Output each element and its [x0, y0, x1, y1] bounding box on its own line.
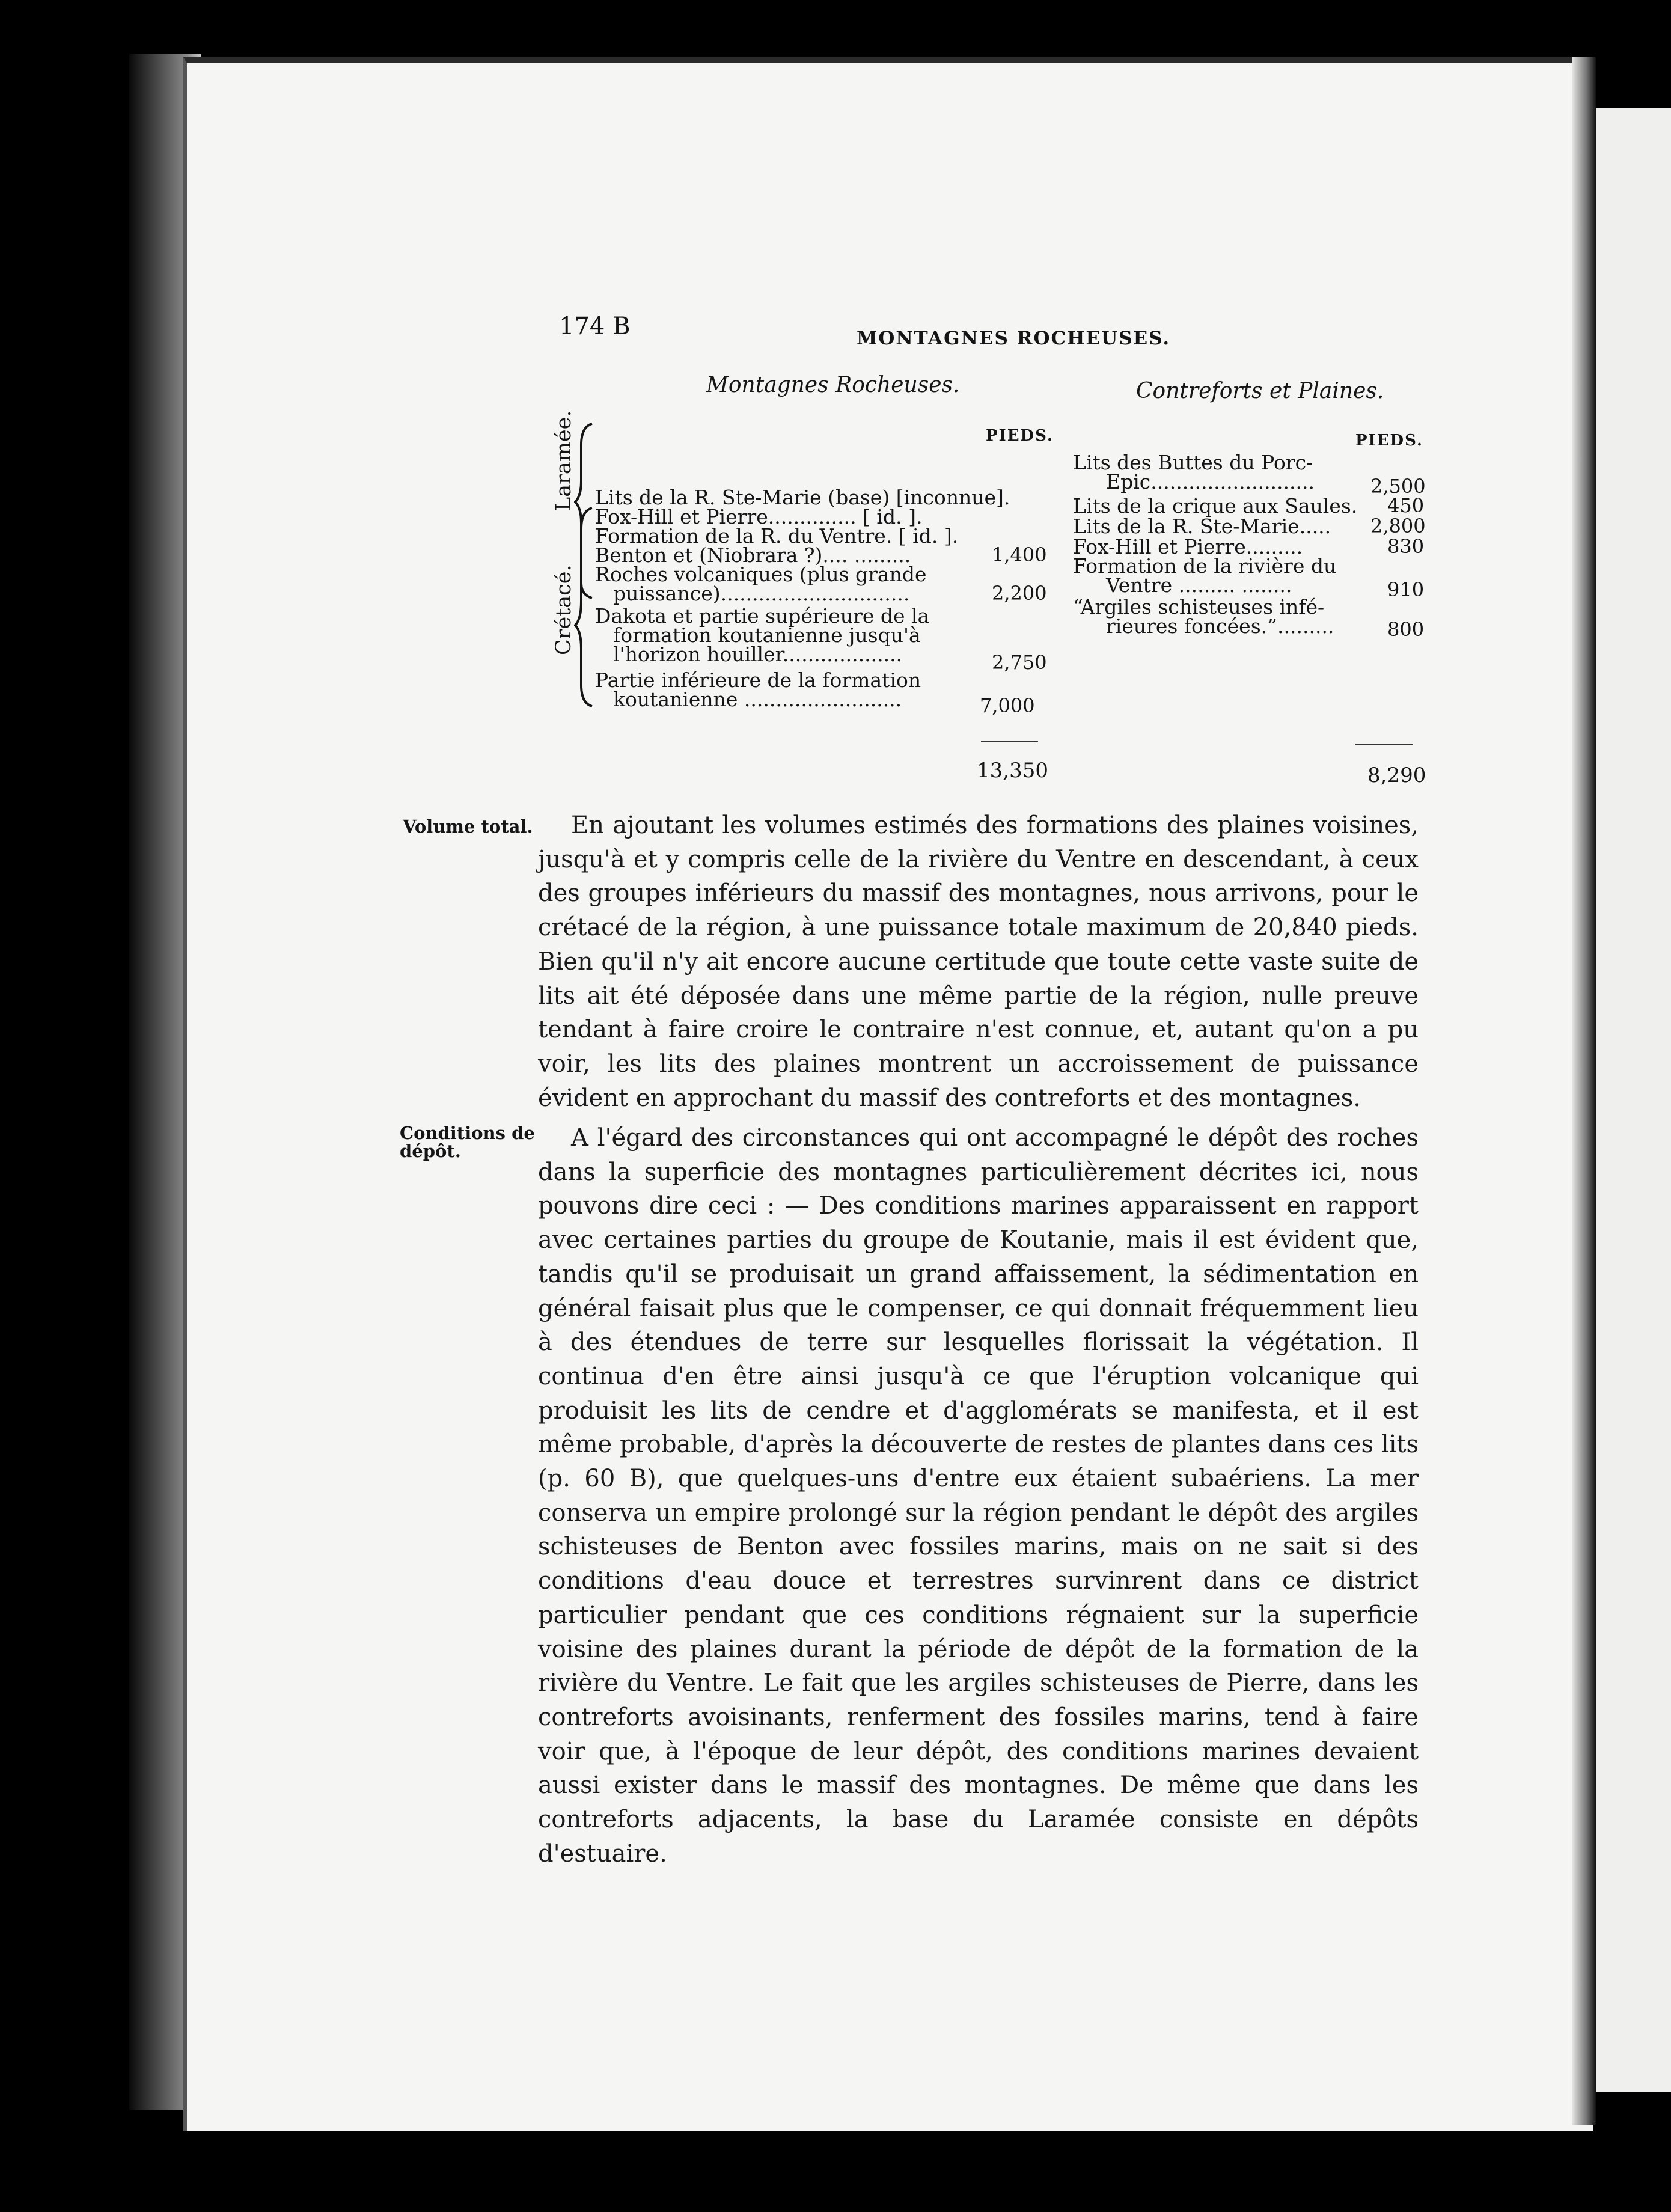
group-label-laramee: Laramée.: [552, 410, 576, 511]
paragraph-1-text: En ajoutant les volumes estimés des formations des plaines voisines, jusqu'à et y compris celle de la rivière du Ventre en descendant, à ceux des groupes inférieurs du massif des montagnes, nous arrivons, pour le crétacé de la région, à une puissance totale maximum de 20,840 pieds. Bien qu'il n'y ait encore aucune certitude que toute cette vaste suite de lits ait été déposée dans une même partie de la région, nulle preuve tendant à faire croire le contraire n'est connue, et, autant qu'on a pu voir, les lits des plaines montrent un accroissement de puissance évident en approchant du massif des contreforts et des montagnes.: [538, 811, 1419, 1112]
right-value-ste-marie: 2,800: [1370, 515, 1426, 537]
left-value-benton: 1,400: [992, 543, 1047, 566]
left-row-fox-hill: Fox-Hill et Pierre.............. [ id. ].: [595, 505, 923, 528]
right-row-ste-marie: Lits de la R. Ste-Marie.....: [1073, 515, 1331, 538]
left-row-puissance: puissance)..............................: [613, 582, 910, 605]
right-unit-label: PIEDS.: [1355, 432, 1423, 450]
right-column-heading: Contreforts et Plaines.: [1136, 379, 1384, 403]
left-row-volcaniques: Roches volcaniques (plus grande: [595, 563, 927, 586]
right-total: 8,290: [1367, 763, 1426, 787]
paragraph-conditions-depot: [538, 1121, 1419, 1871]
margin-note-volume-total: Volume total.: [403, 816, 533, 837]
paragraph-2-text: A l'égard des circonstances qui ont accompagné le dépôt des roches dans la superficie des montagnes particulièrement décrites ici, nous pouvons dire ceci : — Des conditions marines apparaissent en rapport avec certaines parties du groupe de Koutanie, mais il est évident que, tandis qu'il se produisait un grand affaissement, la sédimentation en général faisait plus que le compenser, ce qui donnait fréquemment lieu à des étendues de terre sur lesquelles florissait la végétation. Il continua d'en être ainsi jusqu'à ce que l'éruption volcanique qui produisit les lits de cendre et d'agglomérats se manifesta, et il est même probable, d'après la découverte de restes de plantes dans ces lits (p. 60 B), que quelques-uns d'entre eux étaient subaériens. La mer conserva un empire prolongé sur la région pendant le dépôt des argiles schisteuses de Benton avec fossiles marins, mais on ne sait si des conditions d'eau douce et terrestres survinrent dans ce district particulier pendant que ces conditions régnaient sur la superficie voisine des plaines durant la période de dépôt de la formation de la rivière du Ventre. Le fait que les argiles schisteuses de Pierre, dans les contreforts avoisinants, renferment des fossiles marins, tend à faire voir que, à l'époque de leur dépôt, des conditions marines devaient aussi exister dans le massif des montagnes. De même que dans les contreforts adjacents, la base du Laramée consiste en dépôts d'estuaire.: [538, 1124, 1419, 1868]
left-sum-rule: [981, 741, 1038, 742]
margin-note-depot: dépôt.: [400, 1141, 461, 1161]
left-row-ventre: Formation de la R. du Ventre. [ id. ].: [595, 524, 959, 548]
left-row-koutanienne-2: koutanienne .........................: [613, 688, 902, 711]
right-row-epic: Epic..........................: [1106, 470, 1315, 493]
right-row-porc-epic: Lits des Buttes du Porc-: [1073, 451, 1313, 474]
left-row-houiller: l'horizon houiller...................: [613, 643, 903, 666]
left-row-benton: Benton et (Niobrara ?).... .........: [595, 543, 911, 567]
right-value-fox-hill: 830: [1387, 535, 1425, 558]
group-label-cretace: Crétacé.: [552, 564, 576, 655]
right-sum-rule: [1355, 744, 1413, 745]
right-row-saules: Lits de la crique aux Saules.: [1073, 494, 1358, 518]
right-row-ventre: Formation de la rivière du: [1073, 554, 1337, 578]
page-number: 174 B: [559, 313, 631, 340]
right-value-porc-epic: 2,500: [1370, 475, 1426, 498]
left-row-partie-inferieure: Partie inférieure de la formation: [595, 668, 921, 692]
running-title: MONTAGNES ROCHEUSES.: [857, 328, 1171, 349]
right-value-argiles: 800: [1387, 618, 1425, 641]
right-row-argiles: “Argiles schisteuses infé-: [1073, 595, 1325, 619]
right-row-ventre-2: Ventre ......... ........: [1106, 573, 1292, 597]
left-value-koutanienne: 7,000: [980, 694, 1035, 717]
paragraph-volume-total: [538, 808, 1419, 1115]
facing-page-edge: [1596, 108, 1671, 2092]
right-value-ventre: 910: [1387, 578, 1425, 601]
left-value-dakota: 2,750: [992, 651, 1047, 674]
right-row-foncees: rieures foncées.”.........: [1106, 614, 1334, 638]
right-row-fox-hill: Fox-Hill et Pierre.........: [1073, 535, 1303, 558]
left-column-heading: Montagnes Rocheuses.: [706, 373, 960, 397]
right-value-saules: 450: [1387, 494, 1425, 517]
left-row-ste-marie: Lits de la R. Ste-Marie (base) [inconnue].: [595, 486, 1010, 509]
left-value-volcaniques: 2,200: [992, 582, 1047, 605]
left-unit-label: PIEDS.: [986, 427, 1054, 445]
left-row-koutanienne: formation koutanienne jusqu'à: [613, 623, 921, 647]
page-gutter: [1572, 57, 1596, 2125]
margin-note-conditions: Conditions de: [400, 1123, 535, 1143]
left-row-dakota: Dakota et partie supérieure de la: [595, 604, 930, 628]
left-total: 13,350: [977, 759, 1048, 783]
group-braces: [574, 421, 598, 709]
